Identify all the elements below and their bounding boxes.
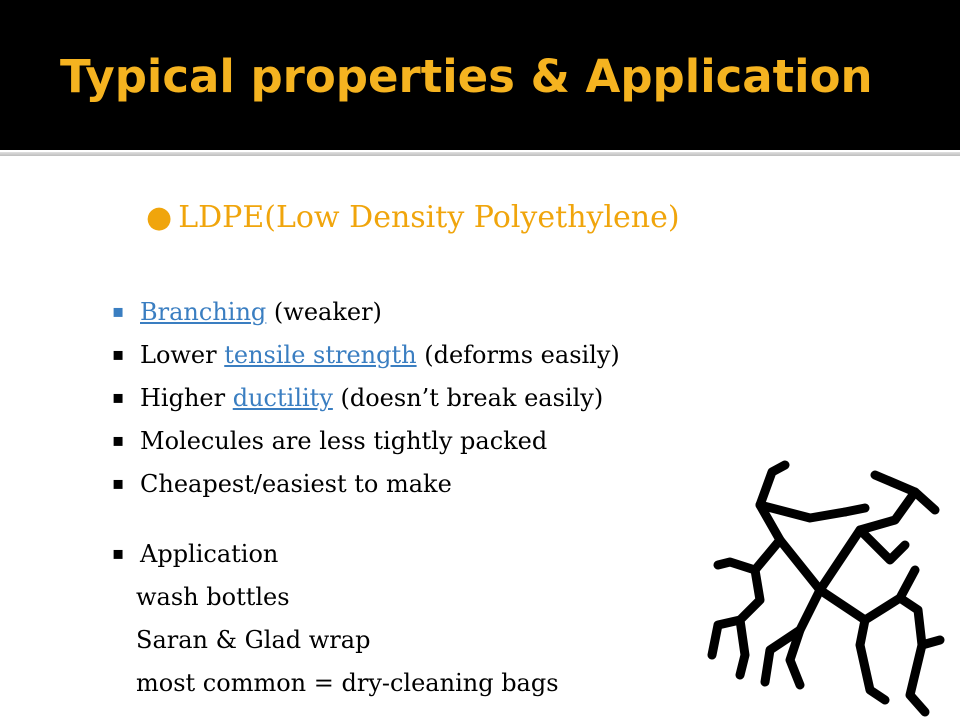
application-item: Saran & Glad wrap <box>136 626 371 654</box>
list-item-tensile <box>112 341 620 369</box>
subtitle <box>146 200 680 235</box>
application-item: wash bottles <box>136 583 290 611</box>
list-bullet: ▪ <box>112 301 125 322</box>
packing-text: Molecules are less tightly packed <box>140 427 548 455</box>
title-bar <box>0 0 960 150</box>
application-label: Application <box>140 540 279 568</box>
list-bullet: ▪ <box>112 473 125 494</box>
list-bullet: ▪ <box>112 543 125 564</box>
branched-polymer-drawing-icon <box>700 450 960 720</box>
list-bullet: ▪ <box>112 344 125 365</box>
subtitle-bullet: ● <box>146 200 173 235</box>
list-item-packing <box>112 427 547 455</box>
cost-text: Cheapest/easiest to make <box>140 470 452 498</box>
list-item-ductility <box>112 384 603 412</box>
list-item-branching <box>112 298 382 326</box>
list-bullet: ▪ <box>112 387 125 408</box>
subtitle-text: LDPE(Low Density Polyethylene) <box>178 200 680 235</box>
title-divider <box>0 152 960 156</box>
tensile-strength-link[interactable]: tensile strength <box>224 341 417 369</box>
branching-link-text: Branching <box>140 298 267 326</box>
application-item: most common = dry-cleaning bags <box>136 669 559 697</box>
ductility-note: (doesn’t break easily) <box>332 384 604 412</box>
branching-note: (weaker) <box>266 298 382 326</box>
slide-title: Typical properties & Application <box>60 50 873 103</box>
ductility-link[interactable]: ductility <box>232 384 333 412</box>
list-item-cost <box>112 470 452 498</box>
tensile-note: (deforms easily) <box>416 341 620 369</box>
branching-link[interactable] <box>112 298 266 326</box>
ductility-prefix: Higher <box>140 384 233 412</box>
tensile-prefix: Lower <box>140 341 225 369</box>
application-heading <box>112 540 278 568</box>
list-bullet: ▪ <box>112 430 125 451</box>
